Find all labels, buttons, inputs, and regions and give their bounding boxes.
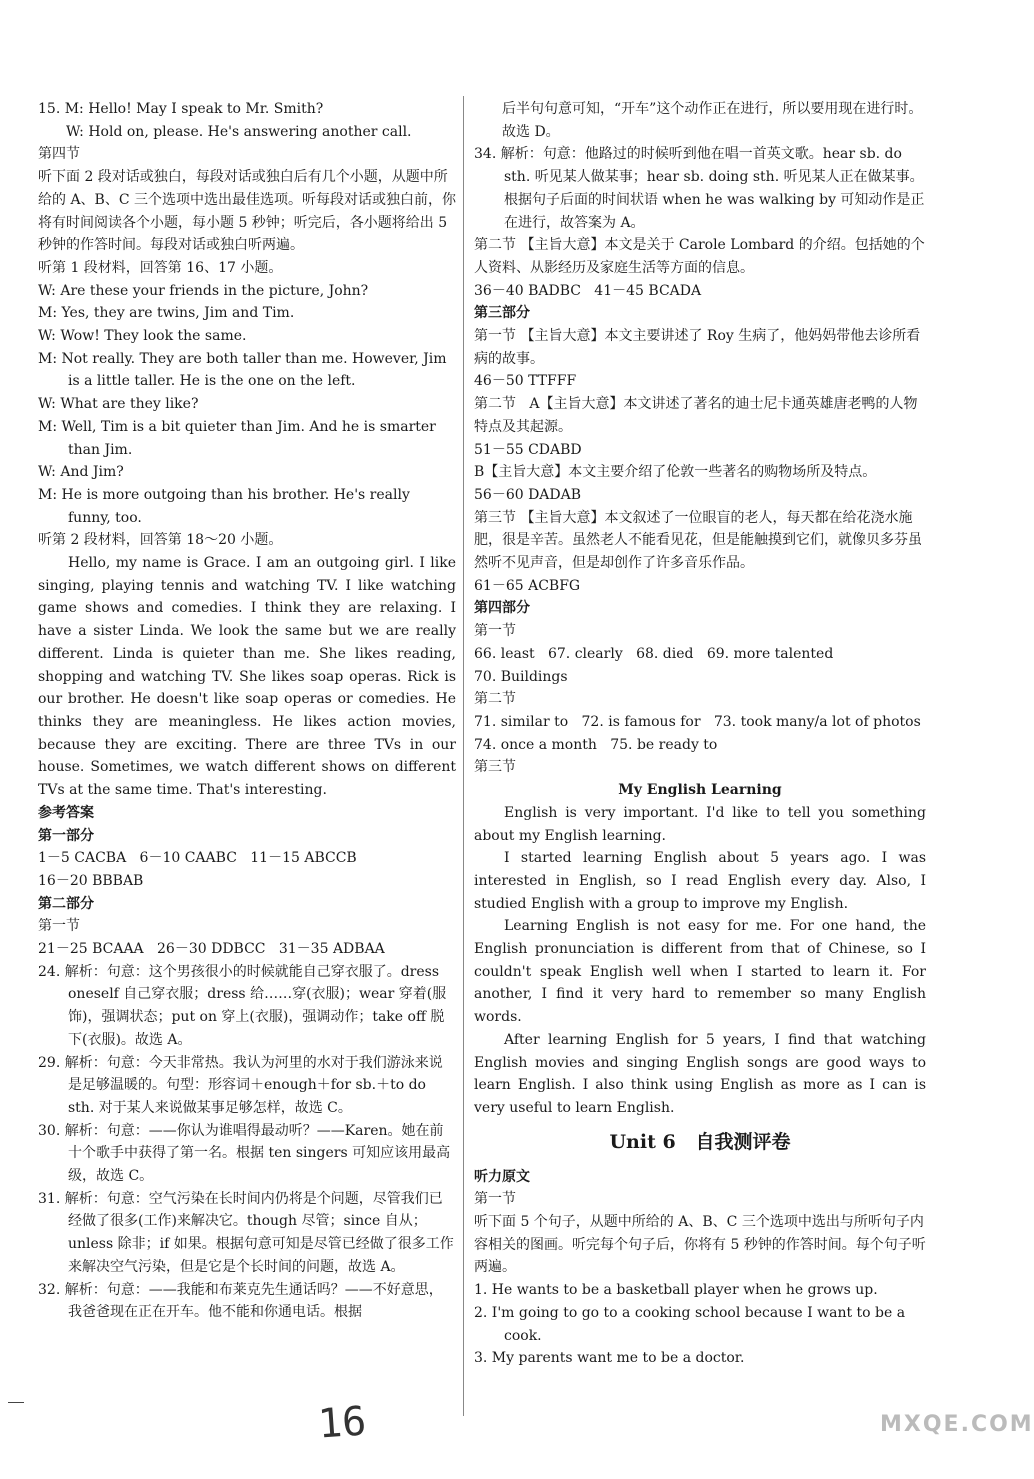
left-line: W: What are they like? [38,396,199,413]
right-line: 第二节 A【主旨大意】本文讲述了著名的迪士尼卡通英雄唐老鸭的人物特点及其起源。 [474,396,918,435]
right-line: 71. similar to 72. is famous for 73. took many/a lot of photos [474,713,921,730]
left-line: 15. M: Hello! May I speak to Mr. Smith? [38,101,324,117]
left-line: 第一节 [38,918,80,935]
left-line: 第四节 [38,146,80,163]
right-line: 后半句句意可知，“开车”这个动作正在进行，所以要用现在进行时。故选 D。 [502,101,923,140]
left-line: 第一部分 [38,827,94,844]
right-line: 第一节 【主旨大意】本文主要讲述了 Roy 生病了，他妈妈带他去诊所看病的故事。 [474,328,921,367]
left-line: 29. 解析：句意：今天非常热。我认为河里的水对于我们游泳来说是足够温暖的。句型：形容词＋enough＋for sb.＋to do sth. 对于某人来说做某事足够怎样，故选 C。 [38,1054,443,1116]
right-line: 听下面 5 个句子，从题中所给的 A、B、C 三个选项中选出与所听句子内容相关的图画。听完每个句子后，你将有 5 秒钟的作答时间。每个句子听两遍。 [474,1214,926,1276]
page-number: 16 [316,1398,368,1448]
right-line: 66. least 67. clearly 68. died 69. more talented [474,645,834,662]
left-line: M: Yes, they are twins, Jim and Tim. [38,305,295,322]
right-line: 3. My parents want me to be a doctor. [474,1350,745,1367]
left-line: M: He is more outgoing than his brother. He's really funny, too. [38,486,415,526]
right-line: 第二节 [474,691,516,708]
right-line: 第一节 [474,1191,516,1208]
right-line: 听力原文 [474,1168,530,1185]
left-line: 24. 解析：句意：这个男孩很小的时候就能自己穿衣服了。dress oneself 自己穿衣服；dress 给……穿(衣服)；wear 穿着(服饰)，强调状态；put on 穿上(衣服)，强调动作；take off 脱下(衣服)。故选 A。 [38,963,447,1048]
left-line: W: And Jim? [38,464,124,481]
column-divider [463,96,464,1416]
left-line: M: Well, Tim is a bit quieter than Jim. And he is smarter than Jim. [38,418,441,458]
left-line: W: Hold on, please. He's answering another call. [66,123,412,140]
left-line: 参考答案 [38,804,94,821]
right-line: 51－55 CDABD [474,441,582,458]
left-line: Hello, my name is Grace. I am an outgoing girl. I like singing, playing tennis and watching TV. I like watching game shows and comedies. I think they are relaxing. I have a sister Linda. We look the same but we are really different. Linda is quieter than me. She likes reading, shopping and watching TV. She likes soap operas. Rick is our brother. He doesn't like soap operas or comedies. He thinks they are meaningless. He likes action movies, because they are exciting. There are three TVs in our house. Sometimes, we watch different shows on different TVs at the same time. That's interesting. [38,555,461,799]
right-line: Learning English is not easy for me. For one hand, the English pronunciation is different from that of Chinese, so I couldn't speak English well when I started to learn it. For another, I find it very hard to remember so many English words. [474,918,931,1026]
right-line: 第一节 [474,623,516,640]
right-line: 74. once a month 75. be ready to [474,736,718,753]
left-line: 听第 1 段材料，回答第 16、17 小题。 [38,259,283,276]
right-line: Unit 6 自我测评卷 [609,1130,791,1153]
left-line: 听第 2 段材料，回答第 18～20 小题。 [38,532,283,549]
right-line: My English Learning [618,782,782,799]
right-line: 61－65 ACBFG [474,577,581,594]
right-line: 第三节 [474,759,516,776]
right-line: English is very important. I'd like to tell you something about my English learning. [474,804,931,844]
right-line: 2. I'm going to go to a cooking school because I want to be a cook. [474,1304,910,1344]
right-line: 第三部分 [474,305,530,322]
right-column [474,98,931,1370]
right-line: 34. 解析：句意：他路过的时候听到他在唱一首英文歌。hear sb. do sth. 听见某人做某事；hear sb. doing sth. 听见某人正在做某事。根据句子后面的时间状语 when he was walking by 可知动作是正在进行，故答案为 A。 [474,146,925,231]
right-line: 56－60 DADAB [474,486,582,503]
right-line: 1. He wants to be a basketball player when he grows up. [474,1282,878,1299]
right-line: 第四部分 [474,600,530,617]
corner-mark [8,1402,24,1403]
left-line: 31. 解析：句意：空气污染在长时间内仍将是个问题，尽管我们已经做了很多(工作)来解决它。though 尽管；since 自从；unless 除非；if 如果。根据句意可知是尽管已经做了很多工作来解决空气污染，但是它是个长时间的问题，故选 A。 [38,1190,454,1275]
right-line: B【主旨大意】本文主要介绍了伦敦一些著名的购物场所及特点。 [474,464,877,481]
left-line: W: Are these your friends in the picture, John? [38,282,369,299]
left-column [38,98,461,1324]
right-line: 第二节 【主旨大意】本文是关于 Carole Lombard 的介绍。包括她的个人资料、从影经历及家庭生活等方面的信息。 [474,237,925,276]
left-line: 21－25 BCAAA 26－30 DDBCC 31－35 ADBAA [38,941,385,958]
watermark: MXQE.COM [880,1412,1034,1437]
left-line: 1－5 CACBA 6－10 CAABC 11－15 ABCCB [38,850,357,867]
right-line: 46－50 TTFFF [474,373,577,390]
left-line: 听下面 2 段对话或独白，每段对话或独白后有几个小题，从题中所给的 A、B、C 三个选项中选出最佳选项。听每段对话或独白前，你将有时间阅读各个小题，每小题 5 秒钟；听完后，各小题将给出 5 秒钟的作答时间。每段对话或独白听两遍。 [38,169,457,254]
left-line: 16－20 BBBAB [38,872,144,889]
right-line: 70. Buildings [474,668,568,685]
left-line: 第二部分 [38,895,94,912]
left-line: W: Wow! They look the same. [38,328,247,345]
left-line: M: Not really. They are both taller than me. However, Jim is a little taller. He is the one on the left. [38,350,451,390]
right-line: 第三节 【主旨大意】本文叙述了一位眼盲的老人，每天都在给花浇水施肥，很是辛苦。虽然老人不能看见花，但是能触摸到它们，就像贝多芬虽然听不见声音，但是却创作了许多音乐作品。 [474,509,922,572]
right-line: After learning English for 5 years, I find that watching English movies and singing English songs are good ways to learn English. I also think using English as more as I can is very useful to learn English. [474,1031,931,1116]
left-line: 30. 解析：句意：——你认为谁唱得最动听？——Karen。她在前十个歌手中获得了第一名。根据 ten singers 可知应该用最高级，故选 C。 [38,1122,451,1185]
right-line: 36－40 BADBC 41－45 BCADA [474,282,702,299]
right-line: I started learning English about 5 years ago. I was interested in English, so I read English every day. Also, I studied English with a group to improve my English. [474,850,931,912]
left-line: 32. 解析：句意：——我能和布莱克先生通话吗？——不好意思，我爸爸现在正在开车。他不能和你通电话。根据 [38,1281,443,1321]
